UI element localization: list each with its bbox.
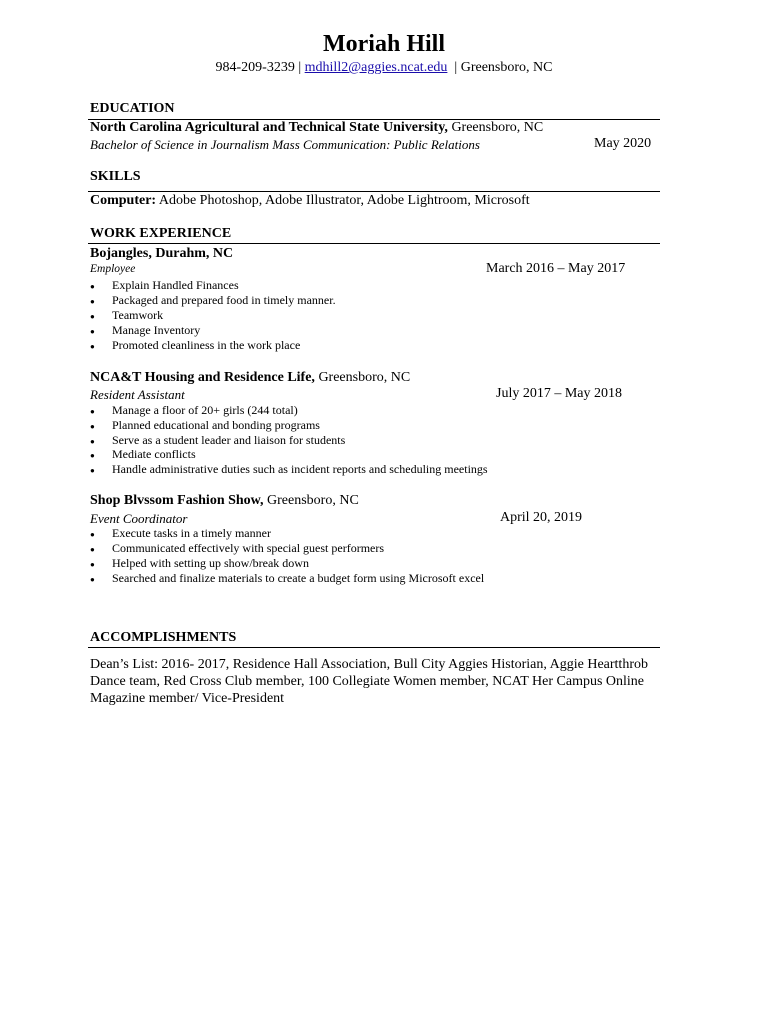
bullet-icon: ● — [90, 281, 95, 291]
job-bullet: ● Packaged and prepared food in timely manner. — [90, 293, 336, 307]
education-heading: EDUCATION — [90, 101, 175, 116]
job-bullet: ● Planned educational and bonding programs — [90, 418, 320, 432]
job-dates: July 2017 – May 2018 — [496, 386, 622, 401]
contact-line — [0, 60, 768, 76]
skills-label: Computer: — [90, 193, 157, 208]
bullet-icon: ● — [90, 544, 95, 554]
skills-rule — [88, 191, 660, 192]
bullet-icon: ● — [90, 341, 95, 351]
job-city: Greensboro, NC — [318, 370, 411, 385]
bullet-icon: ● — [90, 450, 95, 460]
job-bullet: ● Communicated effectively with special guest performers — [90, 541, 385, 555]
accomplishments-text: Dean’s List: 2016- 2017, Residence Hall Association, Bull City Aggies Historian, Aggie Heartthrob Dance team, Red Cross Club member, 100 Collegiate Women member, NCAT Her Campus Online Magazine member/ Vice-President — [90, 657, 648, 706]
location: Greensboro, NC — [460, 60, 553, 75]
job-dates: March 2016 – May 2017 — [486, 261, 626, 276]
separator: | — [298, 60, 302, 75]
bullet-icon: ● — [90, 529, 95, 539]
skills-line — [90, 193, 530, 209]
separator: | — [454, 60, 458, 75]
job-org-name: Shop Blvssom Fashion Show, — [90, 493, 264, 508]
job-bullet: ● Manage Inventory — [90, 323, 201, 337]
job-role: Resident Assistant — [90, 387, 185, 402]
job-bullet: ● Explain Handled Finances — [90, 278, 239, 292]
bullet-icon: ● — [90, 311, 95, 321]
school-name: North Carolina Agricultural and Technical State University, — [90, 120, 448, 135]
bullet-icon: ● — [90, 436, 95, 446]
job-bullet: ● Helped with setting up show/break down — [90, 556, 309, 570]
accomplishments-heading: ACCOMPLISHMENTS — [90, 630, 237, 645]
job-org — [90, 493, 359, 509]
job-org — [90, 246, 233, 262]
education-degree: Bachelor of Science in Journalism Mass Communication: Public Relations — [90, 137, 480, 152]
job-bullet: ● Execute tasks in a timely manner — [90, 526, 271, 540]
skills-value: Adobe Photoshop, Adobe Illustrator, Adobe Lightroom, Microsoft — [158, 193, 530, 208]
school-city: Greensboro, NC — [451, 120, 544, 135]
job-org-name: NCA&T Housing and Residence Life, — [90, 370, 315, 385]
bullet-icon: ● — [90, 559, 95, 569]
bullet-icon: ● — [90, 406, 95, 416]
bullet-icon: ● — [90, 574, 95, 584]
job-bullet: ● Serve as a student leader and liaison for students — [90, 433, 346, 447]
job-bullet: ● Searched and finalize materials to create a budget form using Microsoft excel — [90, 571, 485, 585]
accomplishments-rule — [88, 647, 660, 648]
job-city: Greensboro, NC — [267, 493, 359, 508]
job-role: Event Coordinator — [90, 511, 188, 526]
job-bullet: ● Promoted cleanliness in the work place — [90, 338, 301, 352]
resume-name: Moriah Hill — [323, 31, 445, 57]
bullet-icon: ● — [90, 421, 95, 431]
email-link[interactable]: mdhill2@aggies.ncat.edu — [304, 60, 448, 75]
phone-number: 984-209-3239 — [215, 60, 295, 75]
job-bullet: ● Mediate conflicts — [90, 447, 196, 461]
education-school — [90, 120, 543, 136]
job-role: Employee — [90, 263, 136, 275]
job-bullet: ● Teamwork — [90, 308, 164, 322]
job-bullet: ● Handle administrative duties such as incident reports and scheduling meetings — [90, 462, 488, 476]
bullet-icon: ● — [90, 296, 95, 306]
skills-heading: SKILLS — [90, 169, 141, 184]
education-date: May 2020 — [594, 136, 652, 151]
job-org — [90, 370, 410, 386]
bullet-icon: ● — [90, 465, 95, 475]
job-dates: April 20, 2019 — [500, 510, 583, 525]
job-org-name: Bojangles, Durahm, NC — [90, 246, 234, 261]
bullet-icon: ● — [90, 326, 95, 336]
work-heading: WORK EXPERIENCE — [90, 226, 232, 241]
job-bullet: ● Manage a floor of 20+ girls (244 total) — [90, 403, 298, 417]
work-rule — [88, 243, 660, 244]
